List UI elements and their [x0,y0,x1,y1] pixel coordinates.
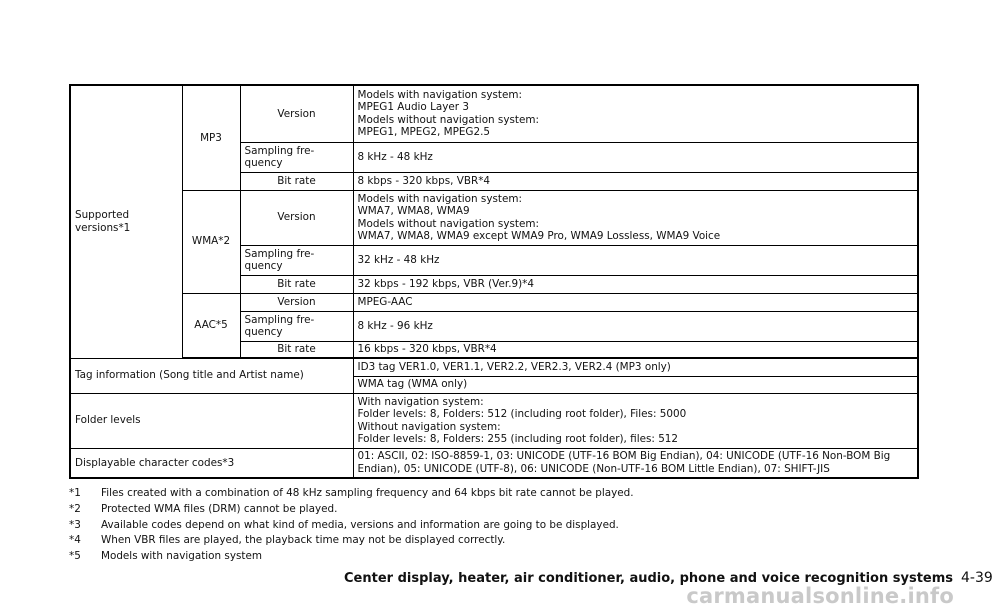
table-row [70,448,918,478]
footnote [69,519,929,531]
footnote [69,534,929,546]
aac-label: AAC*5 [182,293,240,357]
mp3-sampling-label: Sampling fre- quency [240,142,353,172]
mp3-version-label: Version [240,85,353,142]
footnote-mark: *4 [69,534,81,547]
tag-wma-value: WMA tag (WMA only) [353,376,918,393]
footnote-text: Files created with a combination of 48 kHz sampling frequency and 64 kbps bit rate cannot be played. [101,487,634,499]
footnote-text: Protected WMA files (DRM) cannot be played. [101,502,338,515]
footnotes [69,487,929,566]
aac-sampling-value: 8 kHz - 96 kHz [353,311,918,341]
tag-id3-value: ID3 tag VER1.0, VER1.1, VER2.2, VER2.3, VER2.4 (MP3 only) [353,358,918,376]
aac-bitrate-value: 16 kbps - 320 kbps, VBR*4 [353,341,918,357]
char-codes-label: Displayable character codes*3 [70,448,353,478]
table-row [70,190,918,245]
aac-sampling-label: Sampling fre- quency [240,311,353,341]
section-title: Center display, heater, air conditioner, audio, phone and voice recognition systems [344,571,954,586]
wma-sampling-value: 32 kHz - 48 kHz [353,245,918,275]
footnote-text: When VBR files are played, the playback time may not be displayed correctly. [101,534,506,547]
footnote-mark: *5 [69,550,81,563]
mp3-sampling-value: 8 kHz - 48 kHz [353,142,918,172]
footnote [69,487,929,499]
table-row [70,85,918,142]
mp3-label: MP3 [182,85,240,190]
footnote [69,550,929,562]
aac-version-value: MPEG-AAC [353,293,918,311]
wma-bitrate-value: 32 kbps - 192 kbps, VBR (Ver.9)*4 [353,275,918,293]
wma-label: WMA*2 [182,190,240,293]
folder-levels-label: Folder levels [70,393,353,448]
mp3-bitrate-label: Bit rate [240,172,353,190]
wma-version-label: Version [240,190,353,245]
mp3-version-value: Models with navigation system: MPEG1 Audio Layer 3 Models without navigation system: MPEG1, MPEG2, MPEG2.5 [353,85,918,142]
specifications-table [69,84,919,479]
footnote-mark: *3 [69,518,81,531]
wma-version-value: Models with navigation system: WMA7, WMA8, WMA9 Models without navigation system: WMA7, WMA8, WMA9 except WMA9 Pro, WMA9 Lossless, WMA9 Voice [353,190,918,245]
footnote-text: Available codes depend on what kind of media, versions and information are going to be displayed. [101,518,619,531]
char-codes-value: 01: ASCII, 02: ISO-8859-1, 03: UNICODE (UTF-16 BOM Big Endian), 04: UNICODE (UTF-16 Non-BOM Big Endian), 05: UNICODE (UTF-8), 06: UNICODE (Non-UTF-16 BOM Little Endian), 07: SHIFT-JIS [353,448,918,478]
footnote-mark: *1 [69,487,81,499]
wma-sampling-label: Sampling fre- quency [240,245,353,275]
aac-bitrate-label: Bit rate [240,341,353,357]
table-row [70,293,918,311]
folder-levels-value: With navigation system: Folder levels: 8, Folders: 512 (including root folder), Files: 5000 Without navigation system: Folder levels: 8, Folders: 255 (including root folder), files: 512 [353,393,918,448]
mp3-bitrate-value: 8 kbps - 320 kbps, VBR*4 [353,172,918,190]
watermark: carmanualsonline.info [686,584,954,608]
footnote-text: Models with navigation system [101,550,262,563]
tag-info-label: Tag information (Song title and Artist name) [70,358,353,393]
wma-bitrate-label: Bit rate [240,275,353,293]
footnote [69,503,929,515]
supported-versions-label: Supported versions*1 [70,85,182,358]
page-number: 4-39 [961,570,993,586]
table-row [70,358,918,376]
table-row [70,393,918,448]
footnote-mark: *2 [69,502,81,515]
aac-version-label: Version [240,293,353,311]
